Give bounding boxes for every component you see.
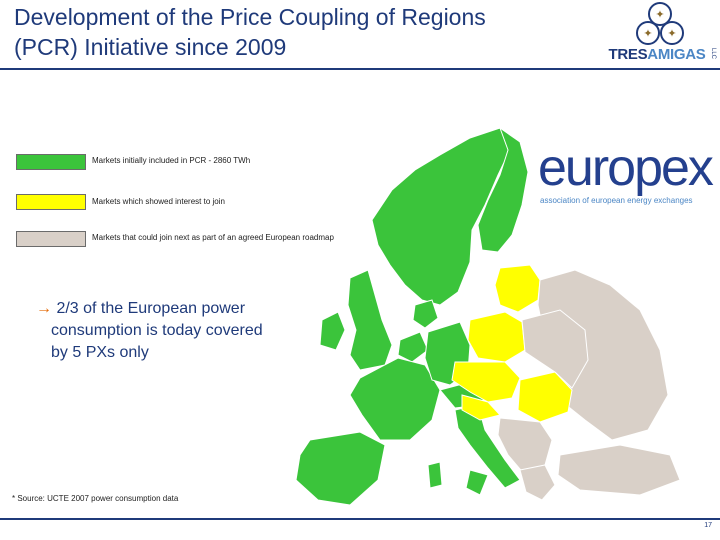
legend-swatch-pcr xyxy=(16,154,86,170)
map-region-uk xyxy=(348,270,392,370)
tres-amigas-emblem-icon xyxy=(636,2,684,46)
legend-label-roadmap: Markets that could join next as part of an agreed European roadmap xyxy=(92,233,334,242)
tres-amigas-wordmark: TRESAMIGAS xyxy=(608,46,706,63)
map-region-islands xyxy=(428,462,488,495)
map-region-france xyxy=(350,358,440,440)
legend-label-interest: Markets which showed interest to join xyxy=(92,197,225,206)
arrow-right-icon: → xyxy=(36,300,52,317)
svg-text:✦: ✦ xyxy=(667,27,677,40)
svg-text:✦: ✦ xyxy=(643,27,653,40)
tres-amigas-logo xyxy=(598,2,716,64)
source-note: * Source: UCTE 2007 power consumption data xyxy=(12,494,179,503)
page-number: 17 xyxy=(704,522,712,529)
callout-text xyxy=(36,298,276,364)
europex-logo: europex xyxy=(538,139,712,197)
legend-swatch-interest xyxy=(16,194,86,210)
map-region-ireland xyxy=(320,312,345,350)
footer-divider xyxy=(0,518,720,520)
map-region-baltics xyxy=(495,265,540,312)
legend-swatch-roadmap xyxy=(16,231,86,247)
callout-line2: consumption is today covered by 5 PXs only xyxy=(51,322,263,361)
map-region-denmark xyxy=(413,300,438,328)
title-divider xyxy=(0,68,720,70)
legend-label-pcr: Markets initially included in PCR - 2860 TWh xyxy=(92,156,251,165)
svg-text:✦: ✦ xyxy=(655,8,665,21)
tres-amigas-suffix: LLC xyxy=(710,48,716,60)
page-title: Development of the Price Coupling of Regions (PCR) Initiative since 2009 xyxy=(14,4,486,60)
map-region-greece xyxy=(520,465,555,500)
map-region-turkey xyxy=(558,445,680,495)
europex-tagline: association of european energy exchanges xyxy=(540,196,693,205)
callout-line1: 2/3 of the European power xyxy=(56,300,246,317)
map-region-poland xyxy=(468,312,525,362)
map-region-benelux xyxy=(398,332,428,362)
map-region-iberia xyxy=(296,432,385,505)
